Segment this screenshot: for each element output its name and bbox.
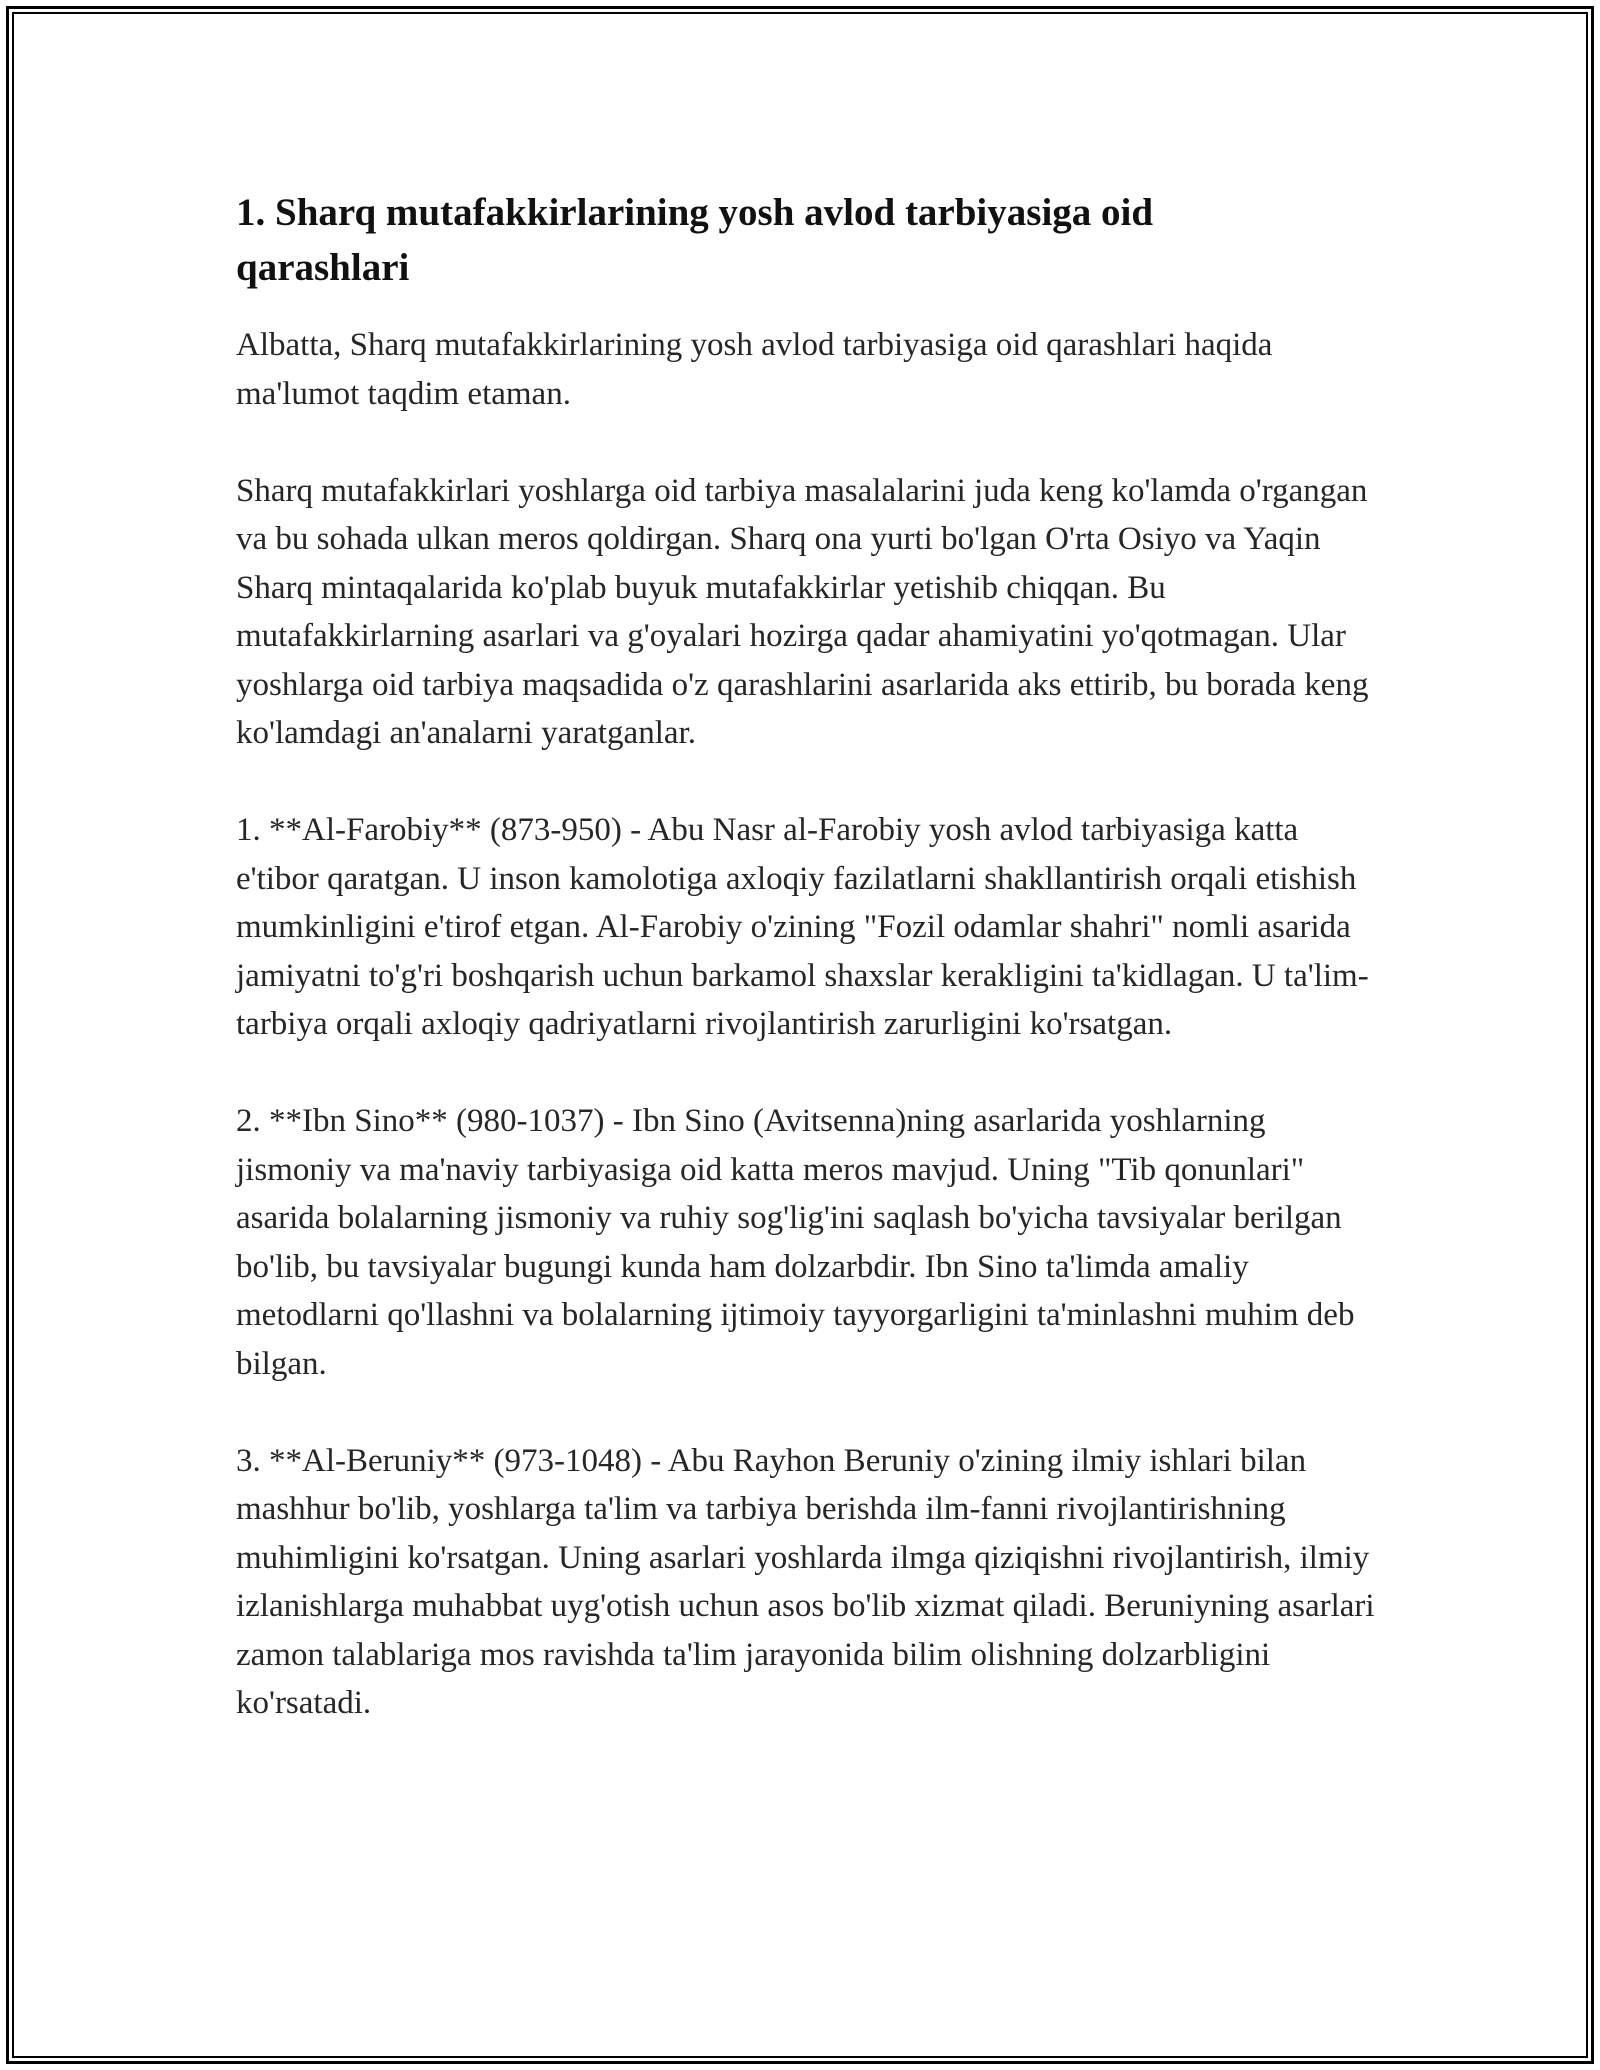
- section-heading-line-1: 1. Sharq mutafakkirlarining yosh avlod tarbiyasiga oid: [236, 191, 1154, 234]
- section-heading-line-2: qarashlari: [236, 246, 410, 289]
- ibn-sino-paragraph: 2. **Ibn Sino** (980-1037) - Ibn Sino (Avitsenna)ning asarlarida yoshlarning jismoniy va ma'naviy tarbiyasiga oid katta meros mavjud. Uning "Tib qonunlari" asarida bolalarning jismoniy va ruhiy sog'lig'ini saqlash bo'yicha tavsiyalar berilgan bo'lib, bu tavsiyalar bugungi kunda ham dolzarbdir. Ibn Sino ta'limda amaliy metodlarni qo'llashni va bolalarning ijtimoiy tayyorgarligini ta'minlashni muhim deb bilgan.: [236, 1103, 1355, 1382]
- intro-paragraph: Albatta, Sharq mutafakkirlarining yosh avlod tarbiyasiga oid qarashlari haqida ma'lumot taqdim etaman.: [236, 327, 1273, 412]
- overview-paragraph: Sharq mutafakkirlari yoshlarga oid tarbiya masalalarini juda keng ko'lamda o'rgangan va bu sohada ulkan meros qoldirgan. Sharq ona yurti bo'lgan O'rta Osiyo va Yaqin Sharq mintaqalarida ko'plab buyuk mutafakkirlar yetishib chiqqan. Bu mutafakkirlarning asarlari va g'oyalari hozirga qadar ahamiyatini yo'qotmagan. Ular yoshlarga oid tarbiya maqsadida o'z qarashlarini asarlarida aks ettirib, bu borada keng ko'lamdagi an'analarni yaratganlar.: [236, 472, 1369, 751]
- document-page: [236, 185, 1376, 1776]
- al-farobiy-paragraph: 1. **Al-Farobiy** (873-950) - Abu Nasr al-Farobiy yosh avlod tarbiyasiga katta e'tibor qaratgan. U inson kamolotiga axloqiy fazilatlarni shakllantirish orqali etishish mumkinligini e'tirof etgan. Al-Farobiy o'zining "Fozil odamlar shahri" nomli asarida jamiyatni to'g'ri boshqarish uchun barkamol shaxslar kerakligini ta'kidlagan. U ta'lim-tarbiya orqali axloqiy qadriyatlarni rivojlantirish zarurligini ko'rsatgan.: [236, 812, 1369, 1042]
- section-heading: [236, 185, 1376, 295]
- al-beruniy-paragraph: 3. **Al-Beruniy** (973-1048) - Abu Rayhon Beruniy o'zining ilmiy ishlari bilan mashhur bo'lib, yoshlarga ta'lim va tarbiya berishda ilm-fanni rivojlantirishning muhimligini ko'rsatgan. Uning asarlari yoshlarda ilmga qiziqishni rivojlantirish, ilmiy izlanishlarga muhabbat uyg'otish uchun asos bo'lib xizmat qiladi. Beruniyning asarlari zamon talablariga mos ravishda ta'lim jarayonida bilim olishning dolzarbligini ko'rsatadi.: [236, 1442, 1375, 1721]
